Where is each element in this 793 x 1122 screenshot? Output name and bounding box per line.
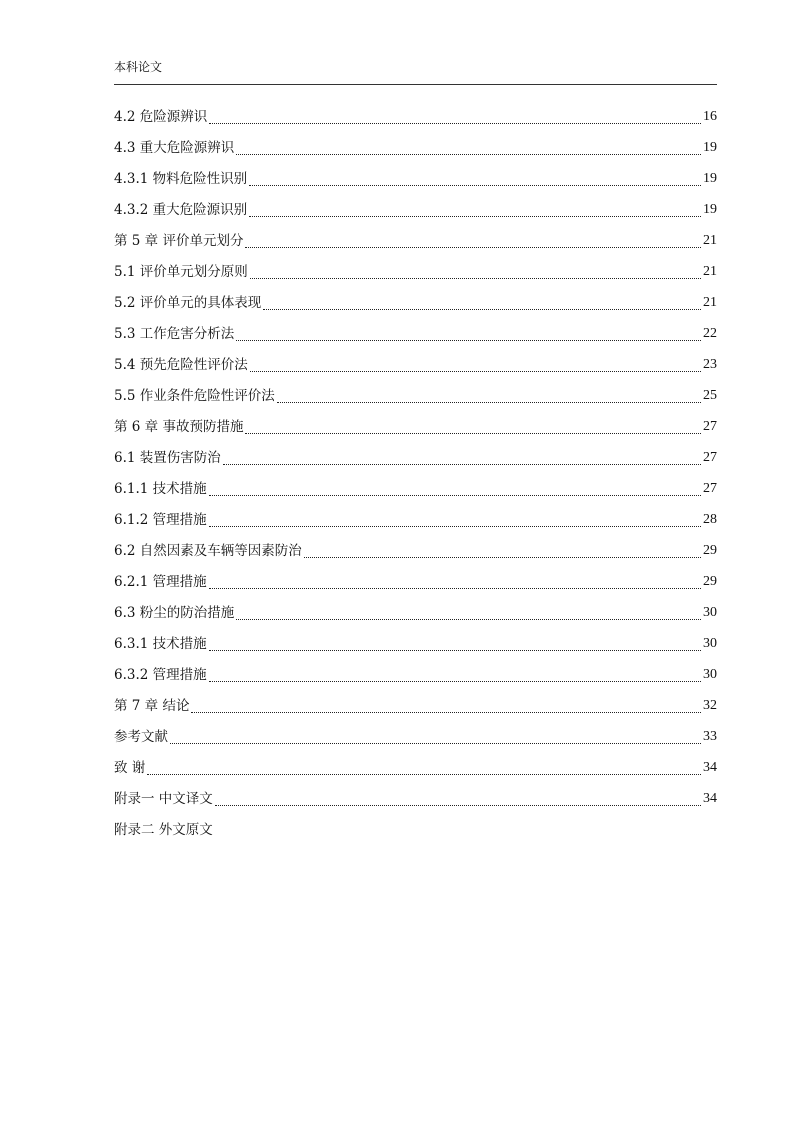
toc-entry-label: 6.3.2 管理措施 bbox=[114, 666, 207, 683]
toc-entry[interactable] bbox=[114, 225, 717, 256]
toc-entry-page-number: 29 bbox=[703, 573, 717, 589]
toc-dot-leader bbox=[245, 433, 701, 434]
toc-entry-label: 6.2 自然因素及车辆等因素防治 bbox=[114, 542, 302, 559]
toc-entry-label: 第 6 章 事故预防措施 bbox=[114, 418, 244, 435]
toc-entry[interactable] bbox=[114, 504, 717, 535]
toc-entry-label: 第 5 章 评价单元划分 bbox=[114, 232, 244, 249]
toc-dot-leader bbox=[215, 805, 701, 806]
toc-dot-leader bbox=[223, 464, 701, 465]
toc-dot-leader bbox=[250, 371, 701, 372]
toc-entry[interactable] bbox=[114, 814, 717, 845]
toc-entry-label: 5.2 评价单元的具体表现 bbox=[114, 294, 262, 311]
toc-entry-label: 4.2 危险源辨识 bbox=[114, 108, 208, 125]
toc-entry-label: 附录一 中文译文 bbox=[114, 790, 213, 807]
toc-entry-page-number: 27 bbox=[703, 418, 717, 434]
toc-entry-page-number: 30 bbox=[703, 666, 717, 682]
toc-entry-label: 第 7 章 结论 bbox=[114, 697, 190, 714]
toc-entry-label: 附录二 外文原文 bbox=[114, 821, 213, 838]
toc-entry-page-number: 34 bbox=[703, 759, 717, 775]
toc-entry[interactable] bbox=[114, 256, 717, 287]
toc-entry[interactable] bbox=[114, 101, 717, 132]
toc-dot-leader bbox=[209, 526, 701, 527]
toc-dot-leader bbox=[245, 247, 701, 248]
toc-entry-page-number: 21 bbox=[703, 232, 717, 248]
toc-entry-label: 5.3 工作危害分析法 bbox=[114, 325, 235, 342]
toc-entry-page-number: 27 bbox=[703, 449, 717, 465]
toc-entry[interactable] bbox=[114, 163, 717, 194]
toc-entry-page-number: 16 bbox=[703, 108, 717, 124]
toc-entry[interactable] bbox=[114, 566, 717, 597]
toc-entry-label: 5.1 评价单元划分原则 bbox=[114, 263, 248, 280]
toc-entry[interactable] bbox=[114, 597, 717, 628]
toc-entry-page-number: 29 bbox=[703, 542, 717, 558]
toc-entry-page-number: 28 bbox=[703, 511, 717, 527]
toc-entry-label: 致 谢 bbox=[114, 759, 146, 776]
toc-entry[interactable] bbox=[114, 659, 717, 690]
toc-entry[interactable] bbox=[114, 752, 717, 783]
toc-dot-leader bbox=[209, 588, 701, 589]
toc-entry[interactable] bbox=[114, 535, 717, 566]
toc-entry-label: 4.3.1 物料危险性识别 bbox=[114, 170, 248, 187]
toc-entry-label: 5.4 预先危险性评价法 bbox=[114, 356, 248, 373]
toc-entry-page-number: 21 bbox=[703, 263, 717, 279]
toc-dot-leader bbox=[236, 154, 701, 155]
toc-entry-page-number: 19 bbox=[703, 170, 717, 186]
toc-entry-page-number: 30 bbox=[703, 604, 717, 620]
toc-dot-leader bbox=[147, 774, 701, 775]
page-header bbox=[114, 58, 717, 85]
toc-entry[interactable] bbox=[114, 628, 717, 659]
toc-entry[interactable] bbox=[114, 442, 717, 473]
header-title: 本科论文 bbox=[114, 60, 163, 74]
toc-entry-label: 4.3.2 重大危险源识别 bbox=[114, 201, 248, 218]
toc-entry[interactable] bbox=[114, 721, 717, 752]
toc-entry[interactable] bbox=[114, 318, 717, 349]
toc-entry[interactable] bbox=[114, 380, 717, 411]
toc-dot-leader bbox=[209, 650, 701, 651]
toc-entry-page-number: 22 bbox=[703, 325, 717, 341]
toc-entry[interactable] bbox=[114, 287, 717, 318]
toc-dot-leader bbox=[209, 495, 701, 496]
toc-dot-leader bbox=[277, 402, 701, 403]
toc-entry-page-number: 19 bbox=[703, 201, 717, 217]
toc-entry[interactable] bbox=[114, 783, 717, 814]
toc-dot-leader bbox=[304, 557, 701, 558]
toc-entry[interactable] bbox=[114, 690, 717, 721]
toc-entry-label: 6.1.2 管理措施 bbox=[114, 511, 207, 528]
toc-entry-page-number: 30 bbox=[703, 635, 717, 651]
toc-dot-leader bbox=[191, 712, 701, 713]
toc-dot-leader bbox=[209, 681, 701, 682]
toc-entry-page-number: 23 bbox=[703, 356, 717, 372]
toc-entry[interactable] bbox=[114, 411, 717, 442]
toc-dot-leader bbox=[170, 743, 701, 744]
toc-entry-page-number: 25 bbox=[703, 387, 717, 403]
toc-entry[interactable] bbox=[114, 194, 717, 225]
toc-entry[interactable] bbox=[114, 132, 717, 163]
toc-entry-page-number: 27 bbox=[703, 480, 717, 496]
toc-entry-label: 5.5 作业条件危险性评价法 bbox=[114, 387, 275, 404]
toc-entry-page-number: 21 bbox=[703, 294, 717, 310]
toc-dot-leader bbox=[236, 340, 701, 341]
toc-entry-page-number: 32 bbox=[703, 697, 717, 713]
toc-dot-leader bbox=[263, 309, 701, 310]
toc-entry-page-number: 19 bbox=[703, 139, 717, 155]
toc-entry[interactable] bbox=[114, 349, 717, 380]
toc-dot-leader bbox=[236, 619, 701, 620]
toc-entry-page-number: 34 bbox=[703, 790, 717, 806]
toc-entry-label: 6.3 粉尘的防治措施 bbox=[114, 604, 235, 621]
toc-entry-page-number: 33 bbox=[703, 728, 717, 744]
toc-dot-leader bbox=[250, 278, 701, 279]
toc-entry-label: 6.2.1 管理措施 bbox=[114, 573, 207, 590]
toc-entry-label: 6.1.1 技术措施 bbox=[114, 480, 207, 497]
toc-entry-label: 4.3 重大危险源辨识 bbox=[114, 139, 235, 156]
toc-entry-label: 参考文献 bbox=[114, 728, 168, 745]
toc-dot-leader bbox=[249, 185, 701, 186]
toc-entry-label: 6.1 装置伤害防治 bbox=[114, 449, 221, 466]
toc-entry[interactable] bbox=[114, 473, 717, 504]
table-of-contents bbox=[114, 101, 717, 845]
toc-dot-leader bbox=[249, 216, 701, 217]
toc-dot-leader bbox=[209, 123, 701, 124]
toc-entry-label: 6.3.1 技术措施 bbox=[114, 635, 207, 652]
